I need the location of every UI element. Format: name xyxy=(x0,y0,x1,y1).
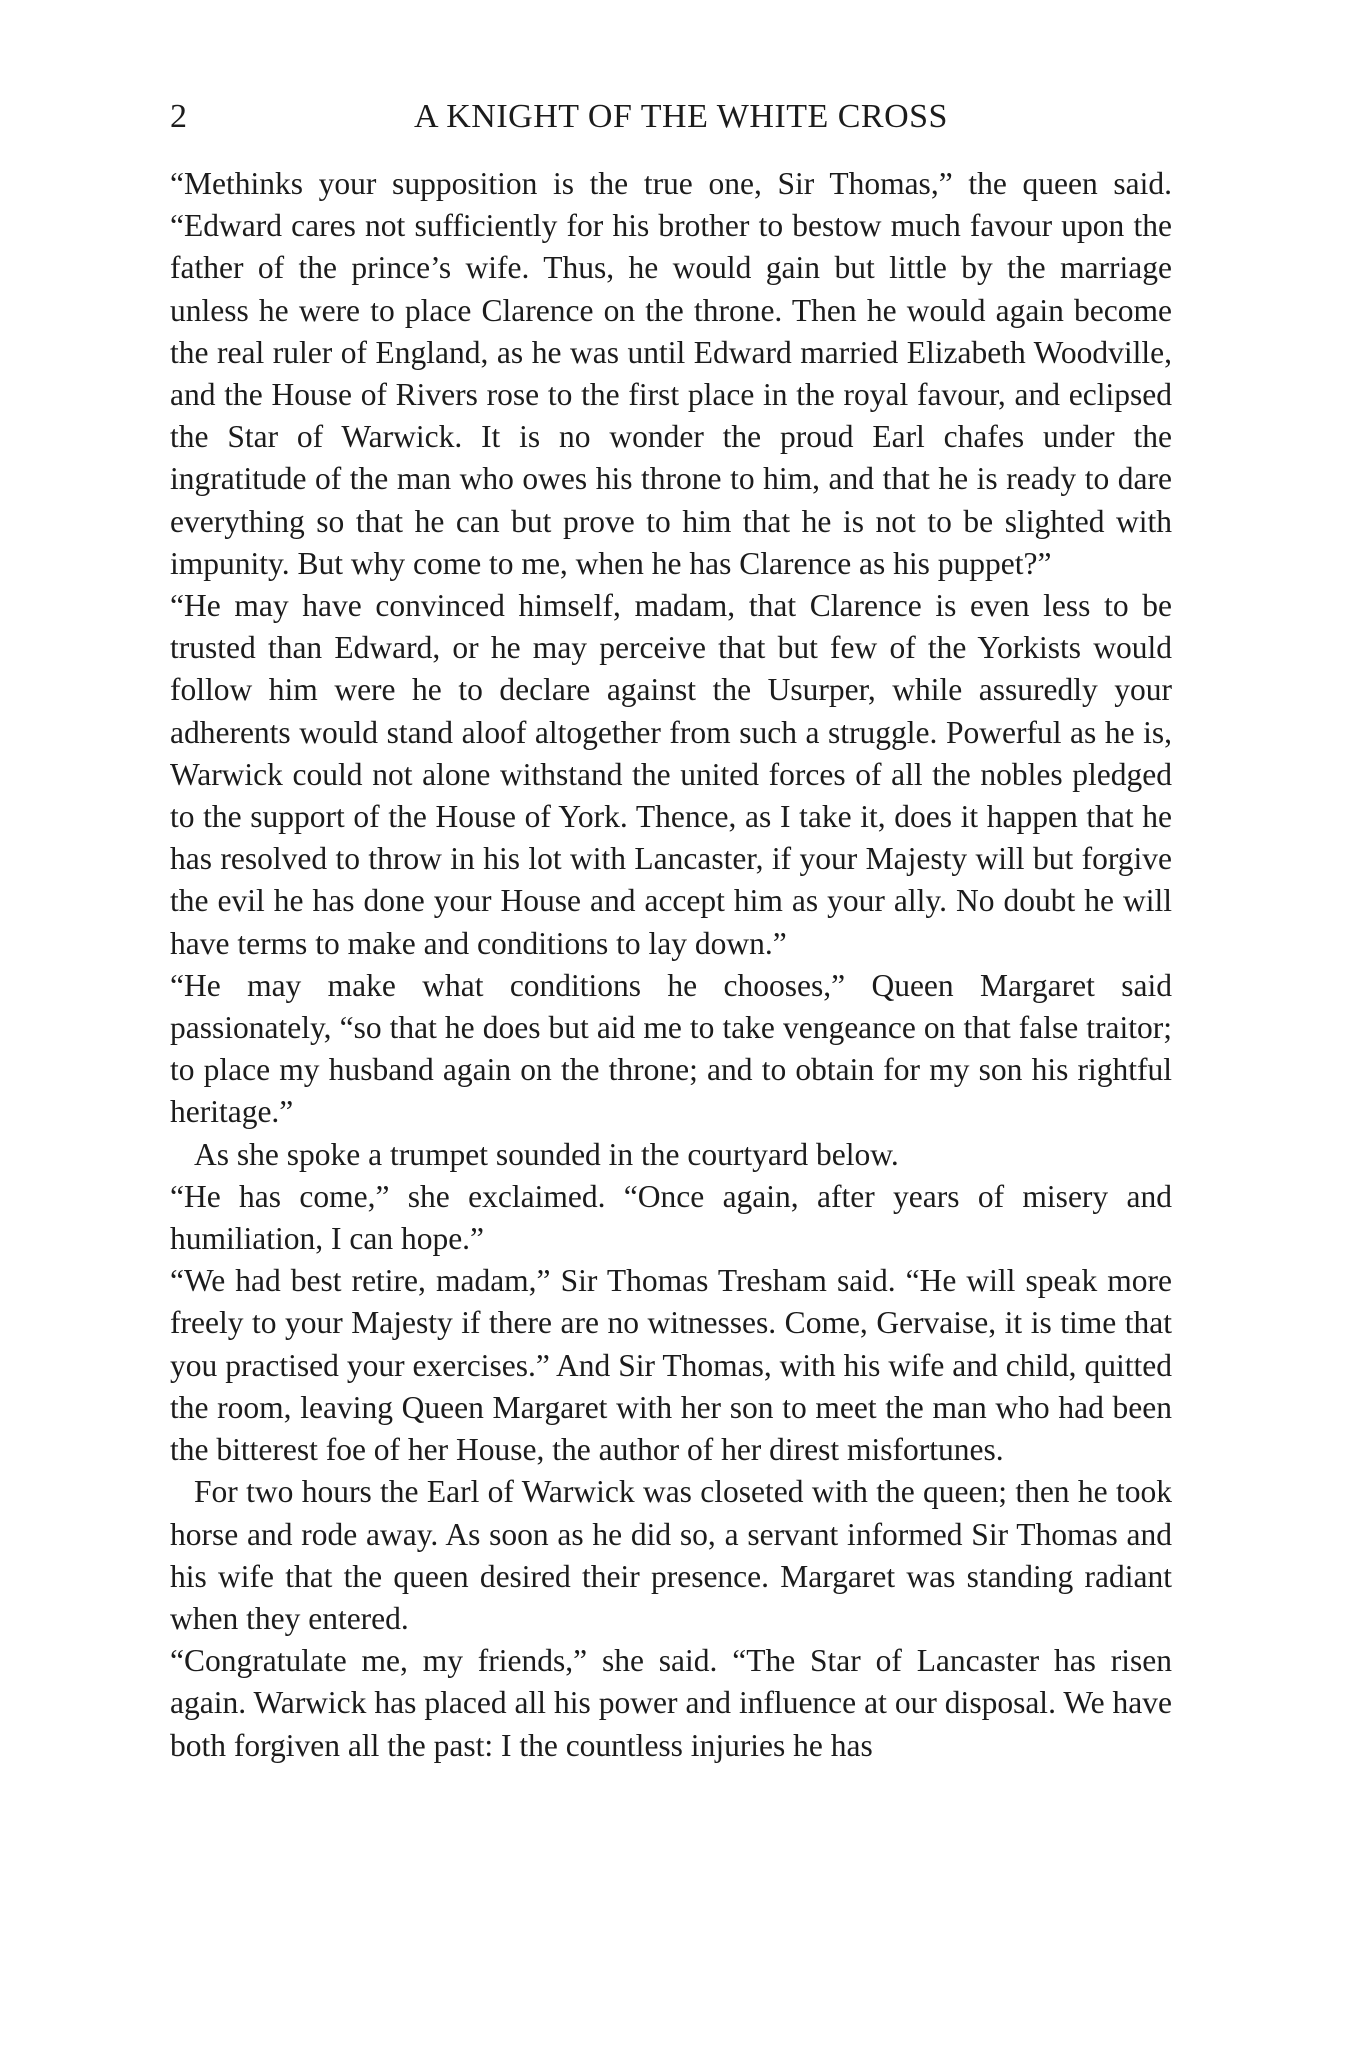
paragraph: “We had best retire, madam,” Sir Thomas Tresham said. “He will speak more freely to your Majesty if there are no witnesses. Come, Gervaise, it is time that you practised your exercises.” And Sir Thomas, with his wife and child, quitted the room, leaving Queen Margaret with her son to meet the man who had been the bitterest foe of her House, the author of her direst misfortunes. xyxy=(170,1263,1172,1468)
paragraph: “Methinks your supposition is the true one, Sir Thomas,” the queen said. “Edward cares not sufficiently for his brother to bestow much favour upon the father of the prince’s wife. Thus, he would gain but little by the marriage unless he were to place Clarence on the throne. Then he would again become the real ruler of England, as he was until Edward married Elizabeth Woodville, and the House of Rivers rose to the first place in the royal favour, and eclipsed the Star of Warwick. It is no wonder the proud Earl chafes under the ingratitude of the man who owes his throne to him, and that he is ready to dare everything so that he can but prove to him that he is not to be slighted with impunity. But why come to me, when he has Clarence as his puppet?” xyxy=(170,166,1172,581)
running-title: A KNIGHT OF THE WHITE CROSS xyxy=(414,98,948,135)
paragraph: “He may have convinced himself, madam, that Clarence is even less to be trusted than Edward, or he may perceive that but few of the Yorkists would follow him were he to declare against the Usurper, while assuredly your adherents would stand aloof altogether from such a struggle. Powerful as he is, Warwick could not alone withstand the united forces of all the nobles pledged to the support of the House of York. Thence, as I take it, does it happen that he has resolved to throw in his lot with Lancaster, if your Majesty will but forgive the evil he has done your House and accept him as your ally. No doubt he will have terms to make and conditions to lay down.” xyxy=(170,588,1172,961)
paragraph: As she spoke a trumpet sounded in the courtyard below. xyxy=(194,1136,899,1172)
body-text xyxy=(170,163,1172,1767)
paragraph: For two hours the Earl of Warwick was closeted with the queen; then he took horse and rode away. As soon as he did so, a servant informed Sir Thomas and his wife that the queen desired their presence. Margaret was standing radiant when they entered. xyxy=(170,1474,1172,1636)
running-head xyxy=(170,92,1172,142)
paragraph: “He has come,” she exclaimed. “Once again, after years of misery and humiliation, I can hope.” xyxy=(170,1178,1172,1257)
paragraph: “He may make what conditions he chooses,” Queen Margaret said passionately, “so that he does but aid me to take vengeance on that false traitor; to place my husband again on the throne; and to obtain for my son his rightful heritage.” xyxy=(170,967,1172,1130)
page-number: 2 xyxy=(170,98,187,135)
paragraph: “Congratulate me, my friends,” she said. “The Star of Lancaster has risen again. Warwick has placed all his power and influence at our disposal. We have both forgiven all the past: I the countless injuries he has xyxy=(170,1643,1172,1763)
